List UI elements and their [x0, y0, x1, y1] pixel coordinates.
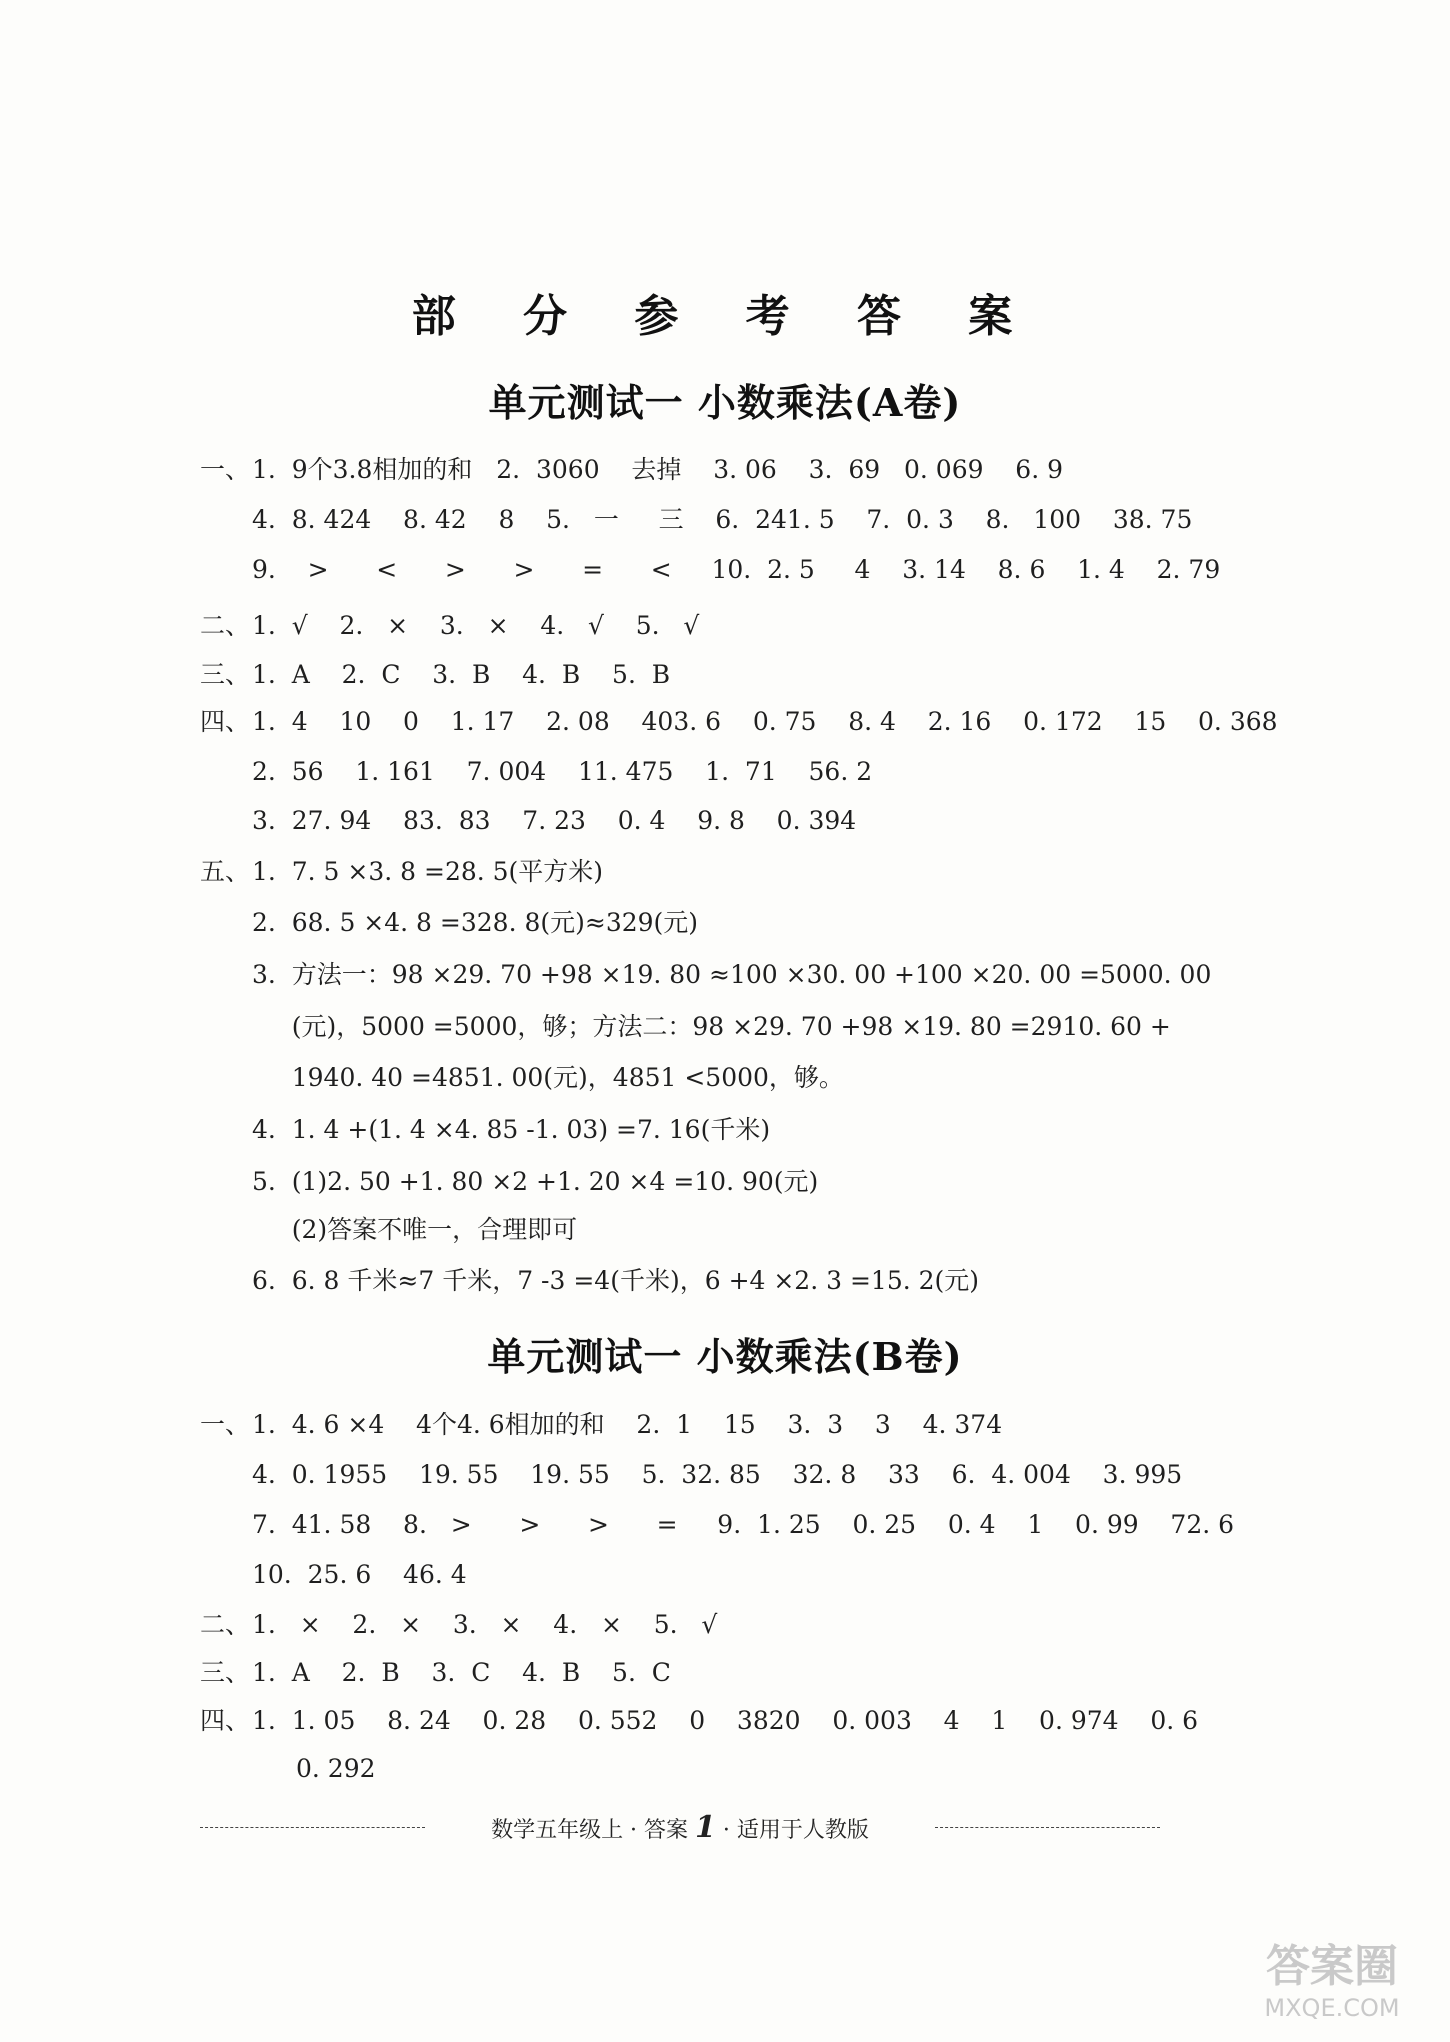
answer-line: 2. 56 1. 161 7. 004 11. 475 1. 71 56. 2: [252, 757, 873, 786]
answer-line: 1940. 40 =4851. 00(元)，4851 <5000，够。: [252, 1063, 844, 1092]
answer-line: 1. 7. 5 ×3. 8 =28. 5(平方米): [252, 857, 604, 886]
part-label: 二、: [200, 611, 251, 640]
answer-line: 1. 9个3.8相加的和 2. 3060 去掉 3. 06 3. 69 0. 069 6. 9: [252, 455, 1063, 484]
answer-line: 4. 8. 424 8. 42 8 5. 一 三 6. 241. 5 7. 0. 3 8. 100 38. 75: [252, 505, 1193, 534]
answer-line: 1. A 2. B 3. C 4. B 5. C: [252, 1658, 671, 1687]
part-label: 五、: [200, 857, 251, 886]
answer-line: 1. × 2. × 3. × 4. × 5. √: [252, 1610, 718, 1639]
page-number: 1: [695, 1810, 716, 1845]
part-label: 四、: [200, 707, 251, 736]
answer-line: 0. 292: [296, 1754, 376, 1783]
section-title-a: 单元测试一 小数乘法(A卷): [488, 380, 962, 425]
part-label: 一、: [200, 1410, 251, 1439]
answer-line: 5. (1)2. 50 +1. 80 ×2 +1. 20 ×4 =10. 90(元): [252, 1167, 819, 1196]
footer-right-text: · 适用于人教版: [722, 1818, 869, 1843]
answer-line: 10. 25. 6 46. 4: [252, 1560, 467, 1589]
answer-line: 1. 1. 05 8. 24 0. 28 0. 552 0 3820 0. 003 4 1 0. 974 0. 6: [252, 1706, 1199, 1735]
watermark-url: MXQE.COM: [1264, 1994, 1400, 2022]
answer-line: 2. 68. 5 ×4. 8 =328. 8(元)≈329(元): [252, 908, 699, 937]
answer-line: 1. 4. 6 ×4 4个4. 6相加的和 2. 1 15 3. 3 3 4. 374: [252, 1410, 1003, 1439]
footer-left-text: 数学五年级上 · 答案: [491, 1818, 689, 1843]
answer-line: (元)，5000 =5000，够；方法二：98 ×29. 70 +98 ×19. 80 =2910. 60 +: [252, 1012, 1171, 1041]
answer-line: 3. 方法一：98 ×29. 70 +98 ×19. 80 ≈100 ×30. 00 +100 ×20. 00 =5000. 00: [252, 960, 1212, 989]
answer-line: 3. 27. 94 83. 83 7. 23 0. 4 9. 8 0. 394: [252, 806, 857, 835]
part-label: 一、: [200, 455, 251, 484]
part-label: 三、: [200, 1658, 251, 1687]
answer-line: 1. 4 10 0 1. 17 2. 08 403. 6 0. 75 8. 4 2. 16 0. 172 15 0. 368: [252, 707, 1278, 736]
answer-line: 4. 1. 4 +(1. 4 ×4. 85 -1. 03) =7. 16(千米): [252, 1115, 771, 1144]
answer-line: (2)答案不唯一，合理即可: [252, 1215, 578, 1244]
section-title-b: 单元测试一 小数乘法(B卷): [487, 1334, 963, 1379]
part-label: 二、: [200, 1610, 251, 1639]
answer-line: 6. 6. 8 千米≈7 千米，7 -3 =4(千米)，6 +4 ×2. 3 =15. 2(元): [252, 1266, 980, 1295]
answer-line: 7. 41. 58 8. > > > = 9. 1. 25 0. 25 0. 4 1 0. 99 72. 6: [252, 1510, 1235, 1539]
footer-text: [200, 1810, 1160, 1845]
watermark-logo: [1232, 1940, 1432, 2030]
answer-line: 1. A 2. C 3. B 4. B 5. B: [252, 660, 671, 689]
page-footer: [200, 1808, 1160, 1848]
answer-line: 9. > < > > = < 10. 2. 5 4 3. 14 8. 6 1. 4 2. 79: [252, 555, 1221, 584]
answer-line: 4. 0. 1955 19. 55 19. 55 5. 32. 85 32. 8 33 6. 4. 004 3. 995: [252, 1460, 1183, 1489]
part-label: 三、: [200, 660, 251, 689]
watermark-text: 答案圈: [1266, 1941, 1398, 1992]
answer-line: 1. √ 2. × 3. × 4. √ 5. √: [252, 611, 700, 640]
part-label: 四、: [200, 1706, 251, 1735]
page-title: 部 分 参 考 答 案: [411, 291, 1039, 342]
